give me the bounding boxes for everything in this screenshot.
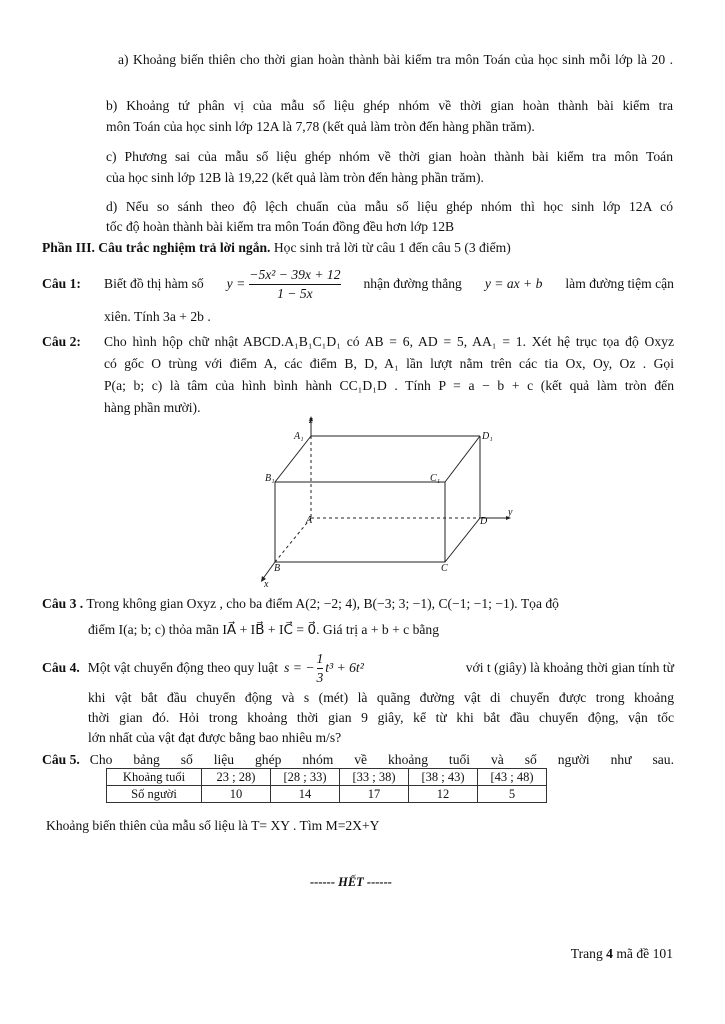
q3-label: Câu 3 . <box>42 596 84 611</box>
axis-x-label: x <box>264 579 269 590</box>
vertex-B1: B₁ <box>265 473 275 484</box>
q2-label: Câu 2: <box>42 334 81 349</box>
q4-line2: khi vật bắt đầu chuyển động và s (mét) là quãng đường vật di chuyển được trong khoảng <box>88 690 674 705</box>
table-header-row <box>107 769 547 786</box>
table-cell: [33 ; 38) <box>340 769 409 786</box>
item-b-line2: môn Toán của học sinh lớp 12A là 7,78 (kết quả làm tròn đến hàng phần trăm). <box>106 119 535 134</box>
item-c-line2: của học sinh lớp 12B là 19,22 (kết quả làm tròn đến hàng phần trăm). <box>106 170 484 185</box>
q2-line1: Cho hình hộp chữ nhật ABCD.A₁B₁C₁D₁ có AB = 6, AD = 5, AA₁ = 1. Xét hệ trục tọa độ Oxyz <box>104 334 674 349</box>
q5-question: Khoảng biến thiên của mẫu số liệu là T= XY . Tìm M=2X+Y <box>46 818 380 833</box>
q5-line1: Câu 5. Cho bảng số liệu ghép nhóm về khoảng tuổi và số người như sau. <box>42 750 674 770</box>
item-a-line1: a) Khoảng biến thiên cho thời gian hoàn thành bài kiểm tra môn Toán của học sinh mỗi lớp là 20 . <box>118 52 673 67</box>
q2-line2: có gốc O trùng với điểm A, các điểm B, D, A₁ lần lượt nằm trên các tia Ox, Oy, Oz . Gọi <box>104 356 674 371</box>
q1-line2: xiên. Tính 3a + 2b . <box>104 309 211 324</box>
part3-instruction: Học sinh trả lời từ câu 1 đến câu 5 (3 điểm) <box>273 240 511 255</box>
table-cell: 5 <box>478 786 547 803</box>
q3-line2: điểm I(a; b; c) thỏa mãn IA⃗ + IB⃗ + IC⃗ = 0⃗. Giá trị a + b + c bằng <box>88 622 440 637</box>
part3-heading <box>42 238 511 258</box>
q5-label: Câu 5. <box>42 752 80 767</box>
end-marker: ------ HẾT ------ <box>310 875 392 889</box>
q1-label: Câu 1: <box>42 276 81 291</box>
table-cell: 12 <box>409 786 478 803</box>
table-cell: Số người <box>107 786 202 803</box>
table-cell: 17 <box>340 786 409 803</box>
vertex-D: D <box>480 516 488 527</box>
vertex-A: A <box>306 515 313 526</box>
table-row <box>107 786 547 803</box>
page-number: 4 <box>606 946 613 961</box>
q4-line1: Câu 4. Một vật chuyển động theo quy luật s = − $\frac{1}{3}$ t³ + 6t² với t (giây) là khoảng thời gian tính từ <box>42 650 674 685</box>
item-d-line1: d) Nếu so sánh theo độ lệch chuẩn của mẫu số liệu ghép nhóm thì học sinh lớp 12A có <box>106 199 673 214</box>
q4-fraction: $\frac{1}{3}$ <box>316 650 324 685</box>
vertex-C: C <box>441 563 448 574</box>
table-cell: 14 <box>271 786 340 803</box>
item-d-line2: tốc độ hoàn thành bài kiểm tra môn Toán đồng đều hơn lớp 12B <box>106 219 455 234</box>
part3-title: Phần III. Câu trắc nghiệm trả lời ngắn. <box>42 240 271 255</box>
q4-line3: thời gian đó. Hỏi trong khoảng thời gian 9 giây, kể từ khi bắt đầu chuyển động, vận tốc <box>88 710 674 725</box>
page-footer: Trang 4 mã đề 101 <box>570 946 673 961</box>
q1-function: y = $\frac{\text{−5x² − 39x + 12}}{1 - 5x}$ <box>226 266 341 301</box>
table-cell: [38 ; 43) <box>409 769 478 786</box>
q1-line1: Biết đồ thị hàm số y = $\frac{\text{−5x² − 39x + 12}}{1 - 5x}$ nhận đường thẳng y = ax + b làm đường tiệm cận <box>104 266 674 301</box>
axis-y-label: y <box>508 507 513 518</box>
q4-label: Câu 4. <box>42 660 80 675</box>
item-c-line1: c) Phương sai của mẫu số liệu ghép nhóm về thời gian hoàn thành bài kiểm tra môn Toán <box>106 149 673 164</box>
q4-line4: lớn nhất của vật đạt được bằng bao nhiêu m/s? <box>88 730 342 745</box>
vertex-A1: A₁ <box>294 431 304 442</box>
age-group-table <box>106 768 547 803</box>
table-cell: 10 <box>202 786 271 803</box>
q2-line4: hàng phần mười). <box>104 400 201 415</box>
table-cell: [28 ; 33) <box>271 769 340 786</box>
table-cell: 23 ; 28) <box>202 769 271 786</box>
q3-line1: Câu 3 . Trong không gian Oxyz , cho ba điểm A(2; −2; 4), B(−3; 3; −1), C(−1; −1; −1). Tọa độ <box>42 596 559 611</box>
box-figure <box>255 412 525 592</box>
item-b-line1: b) Khoảng tứ phân vị của mẫu số liệu ghép nhóm về thời gian hoàn thành bài kiểm tra <box>106 98 673 113</box>
vertex-D1: D₁ <box>482 431 493 442</box>
q2-line3: P(a; b; c) là tâm của hình bình hành CC₁D₁D . Tính P = a − b + c (kết quả làm tròn đến <box>104 378 674 393</box>
axis-z-label: z <box>309 415 313 426</box>
table-cell: Khoảng tuổi <box>107 769 202 786</box>
vertex-C1: C₁ <box>430 473 441 484</box>
vertex-B: B <box>274 563 281 574</box>
table-cell: [43 ; 48) <box>478 769 547 786</box>
q1-fraction: $\frac{\text{−5x² − 39x + 12}}{1 - 5x}$ <box>249 266 341 301</box>
